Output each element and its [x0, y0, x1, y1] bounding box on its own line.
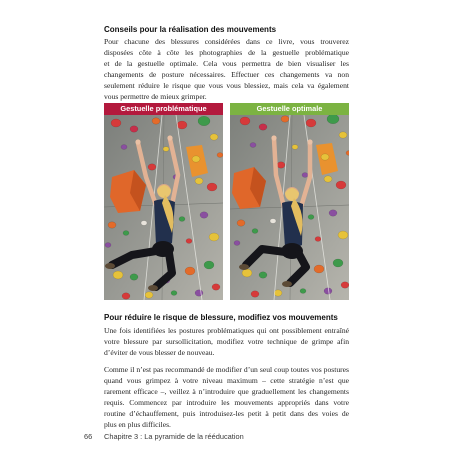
- climbing-hold: [321, 154, 329, 160]
- climbing-hold: [210, 134, 218, 140]
- climbing-hold: [277, 162, 285, 168]
- text-line: Comme il n’est pas recommandé de modifier d’un seul coup toutes vos postures: [104, 365, 349, 374]
- text-line: changements de posture nécessaires. Effectuer ces changements va non: [104, 70, 349, 79]
- climber-hand: [271, 135, 276, 140]
- climbing-hold: [198, 116, 210, 126]
- climber-hand: [167, 135, 172, 140]
- climbing-hold: [314, 265, 324, 273]
- climbing-hold: [200, 212, 208, 218]
- climbing-hold: [185, 267, 195, 275]
- climbing-hold: [242, 269, 252, 277]
- climbing-hold: [338, 231, 348, 239]
- climbing-hold: [171, 291, 177, 296]
- climbing-hold: [130, 274, 138, 280]
- climbing-hold: [327, 115, 339, 124]
- climbing-hold: [111, 119, 121, 127]
- text-line: seulement réduire le risque que vous vous blessiez, mais cela va également: [104, 81, 349, 90]
- problematic-caption: Gestuelle problématique: [104, 103, 223, 115]
- climbing-hold: [324, 176, 332, 182]
- climbing-hold: [240, 117, 250, 125]
- running-footer-chapter: Chapitre 3 : La pyramide de la rééducation: [104, 432, 244, 441]
- climbing-hold: [302, 173, 308, 178]
- optimal-caption: Gestuelle optimale: [230, 103, 349, 115]
- climbing-hold: [145, 292, 153, 298]
- climbing-hold: [259, 272, 267, 278]
- climbing-hold: [333, 259, 343, 267]
- climbing-shoe: [105, 263, 115, 269]
- climbing-hold: [336, 181, 346, 189]
- climbing-hold: [252, 229, 258, 234]
- text-line: d’éviter de vous blesser de nouveau.: [104, 348, 215, 357]
- climbing-hold: [346, 151, 349, 156]
- climbing-hold: [237, 220, 245, 226]
- climbing-hold: [152, 118, 160, 124]
- climbing-hold: [163, 147, 169, 152]
- body-paragraph-1: [104, 325, 349, 358]
- section-heading-reduce-risk: Pour réduire le risque de blessure, modifiez vos mouvements: [104, 313, 338, 322]
- climbing-hold: [281, 116, 289, 122]
- text-line: vous permettre de mieux grimper.: [104, 92, 207, 101]
- climbing-hold: [186, 239, 192, 244]
- climbing-hold: [177, 121, 187, 129]
- climbing-shoe: [148, 285, 158, 291]
- climbing-hold: [204, 261, 214, 269]
- climbing-hold: [121, 145, 127, 150]
- page-number: 66: [84, 432, 93, 441]
- climbing-hold: [292, 145, 298, 150]
- text-line: requis. Commencez par introduire les mouvements appropriés dans votre: [104, 398, 349, 407]
- climbing-hold: [195, 178, 203, 184]
- section-heading-tips: Conseils pour la réalisation des mouvements: [104, 25, 277, 34]
- climbing-hold: [195, 290, 203, 296]
- climbing-hold: [315, 237, 321, 242]
- problematic-posture-photo: [104, 115, 223, 300]
- text-line: routine d’échauffement, puis introduisez-les petit à petit dans des voies de: [104, 409, 349, 418]
- climbing-hold: [250, 143, 256, 148]
- body-paragraph-2: [104, 364, 349, 430]
- text-line: plus en plus difficiles.: [104, 420, 171, 429]
- climbing-hold: [105, 243, 111, 248]
- text-line: et de la gestuelle optimale. Cela vous permettra de bien visualiser les: [104, 59, 349, 68]
- climbing-hold: [141, 221, 147, 226]
- climbing-hold: [209, 233, 219, 241]
- climbing-hold: [207, 183, 217, 191]
- climbing-hold: [212, 284, 220, 290]
- climbing-hold: [270, 219, 276, 224]
- climbing-hold: [308, 215, 314, 220]
- intro-paragraph: [104, 36, 349, 102]
- climbing-hold: [108, 222, 116, 228]
- climbing-hold: [234, 241, 240, 246]
- text-line: Une fois identifiées les postures problématiques qui ont possiblement entraîné: [104, 326, 349, 335]
- climber-hand: [307, 139, 312, 144]
- climber-hand: [135, 139, 140, 144]
- optimal-posture-photo: [230, 115, 349, 300]
- text-line: rarement efficace –, veillez à n’introduire que graduellement les changements: [104, 387, 349, 396]
- climbing-hold: [123, 231, 129, 236]
- climbing-hold: [130, 126, 138, 132]
- climbing-hold: [339, 132, 347, 138]
- text-line: Pour chacune des blessures considérées dans ce livre, vous trouverez: [104, 37, 349, 46]
- climbing-shoe: [239, 264, 249, 270]
- climbing-hold: [251, 291, 259, 297]
- climbing-hold: [192, 156, 200, 162]
- text-line: quand vous grimpez à votre niveau maximum – cette stratégie n’est que: [104, 376, 349, 385]
- climbing-shoe: [282, 281, 292, 287]
- climbing-hold: [341, 282, 349, 288]
- optimal-posture-panel: [230, 103, 349, 300]
- climbing-hold: [113, 271, 123, 279]
- climbing-hold: [122, 293, 130, 299]
- climbing-hold: [300, 289, 306, 294]
- text-line: votre blessure par sursollicitation, modifiez votre technique de grimpe afin: [104, 337, 349, 346]
- climbing-hold: [148, 164, 156, 170]
- climbing-hold: [217, 153, 223, 158]
- climbing-hold: [329, 210, 337, 216]
- climbing-hold: [259, 124, 267, 130]
- climbing-hold: [306, 119, 316, 127]
- climbing-hold: [324, 288, 332, 294]
- problematic-posture-panel: [104, 103, 223, 300]
- text-line: disposées côte à côte les photographies de la gestuelle problématique: [104, 48, 349, 57]
- climbing-hold: [179, 217, 185, 222]
